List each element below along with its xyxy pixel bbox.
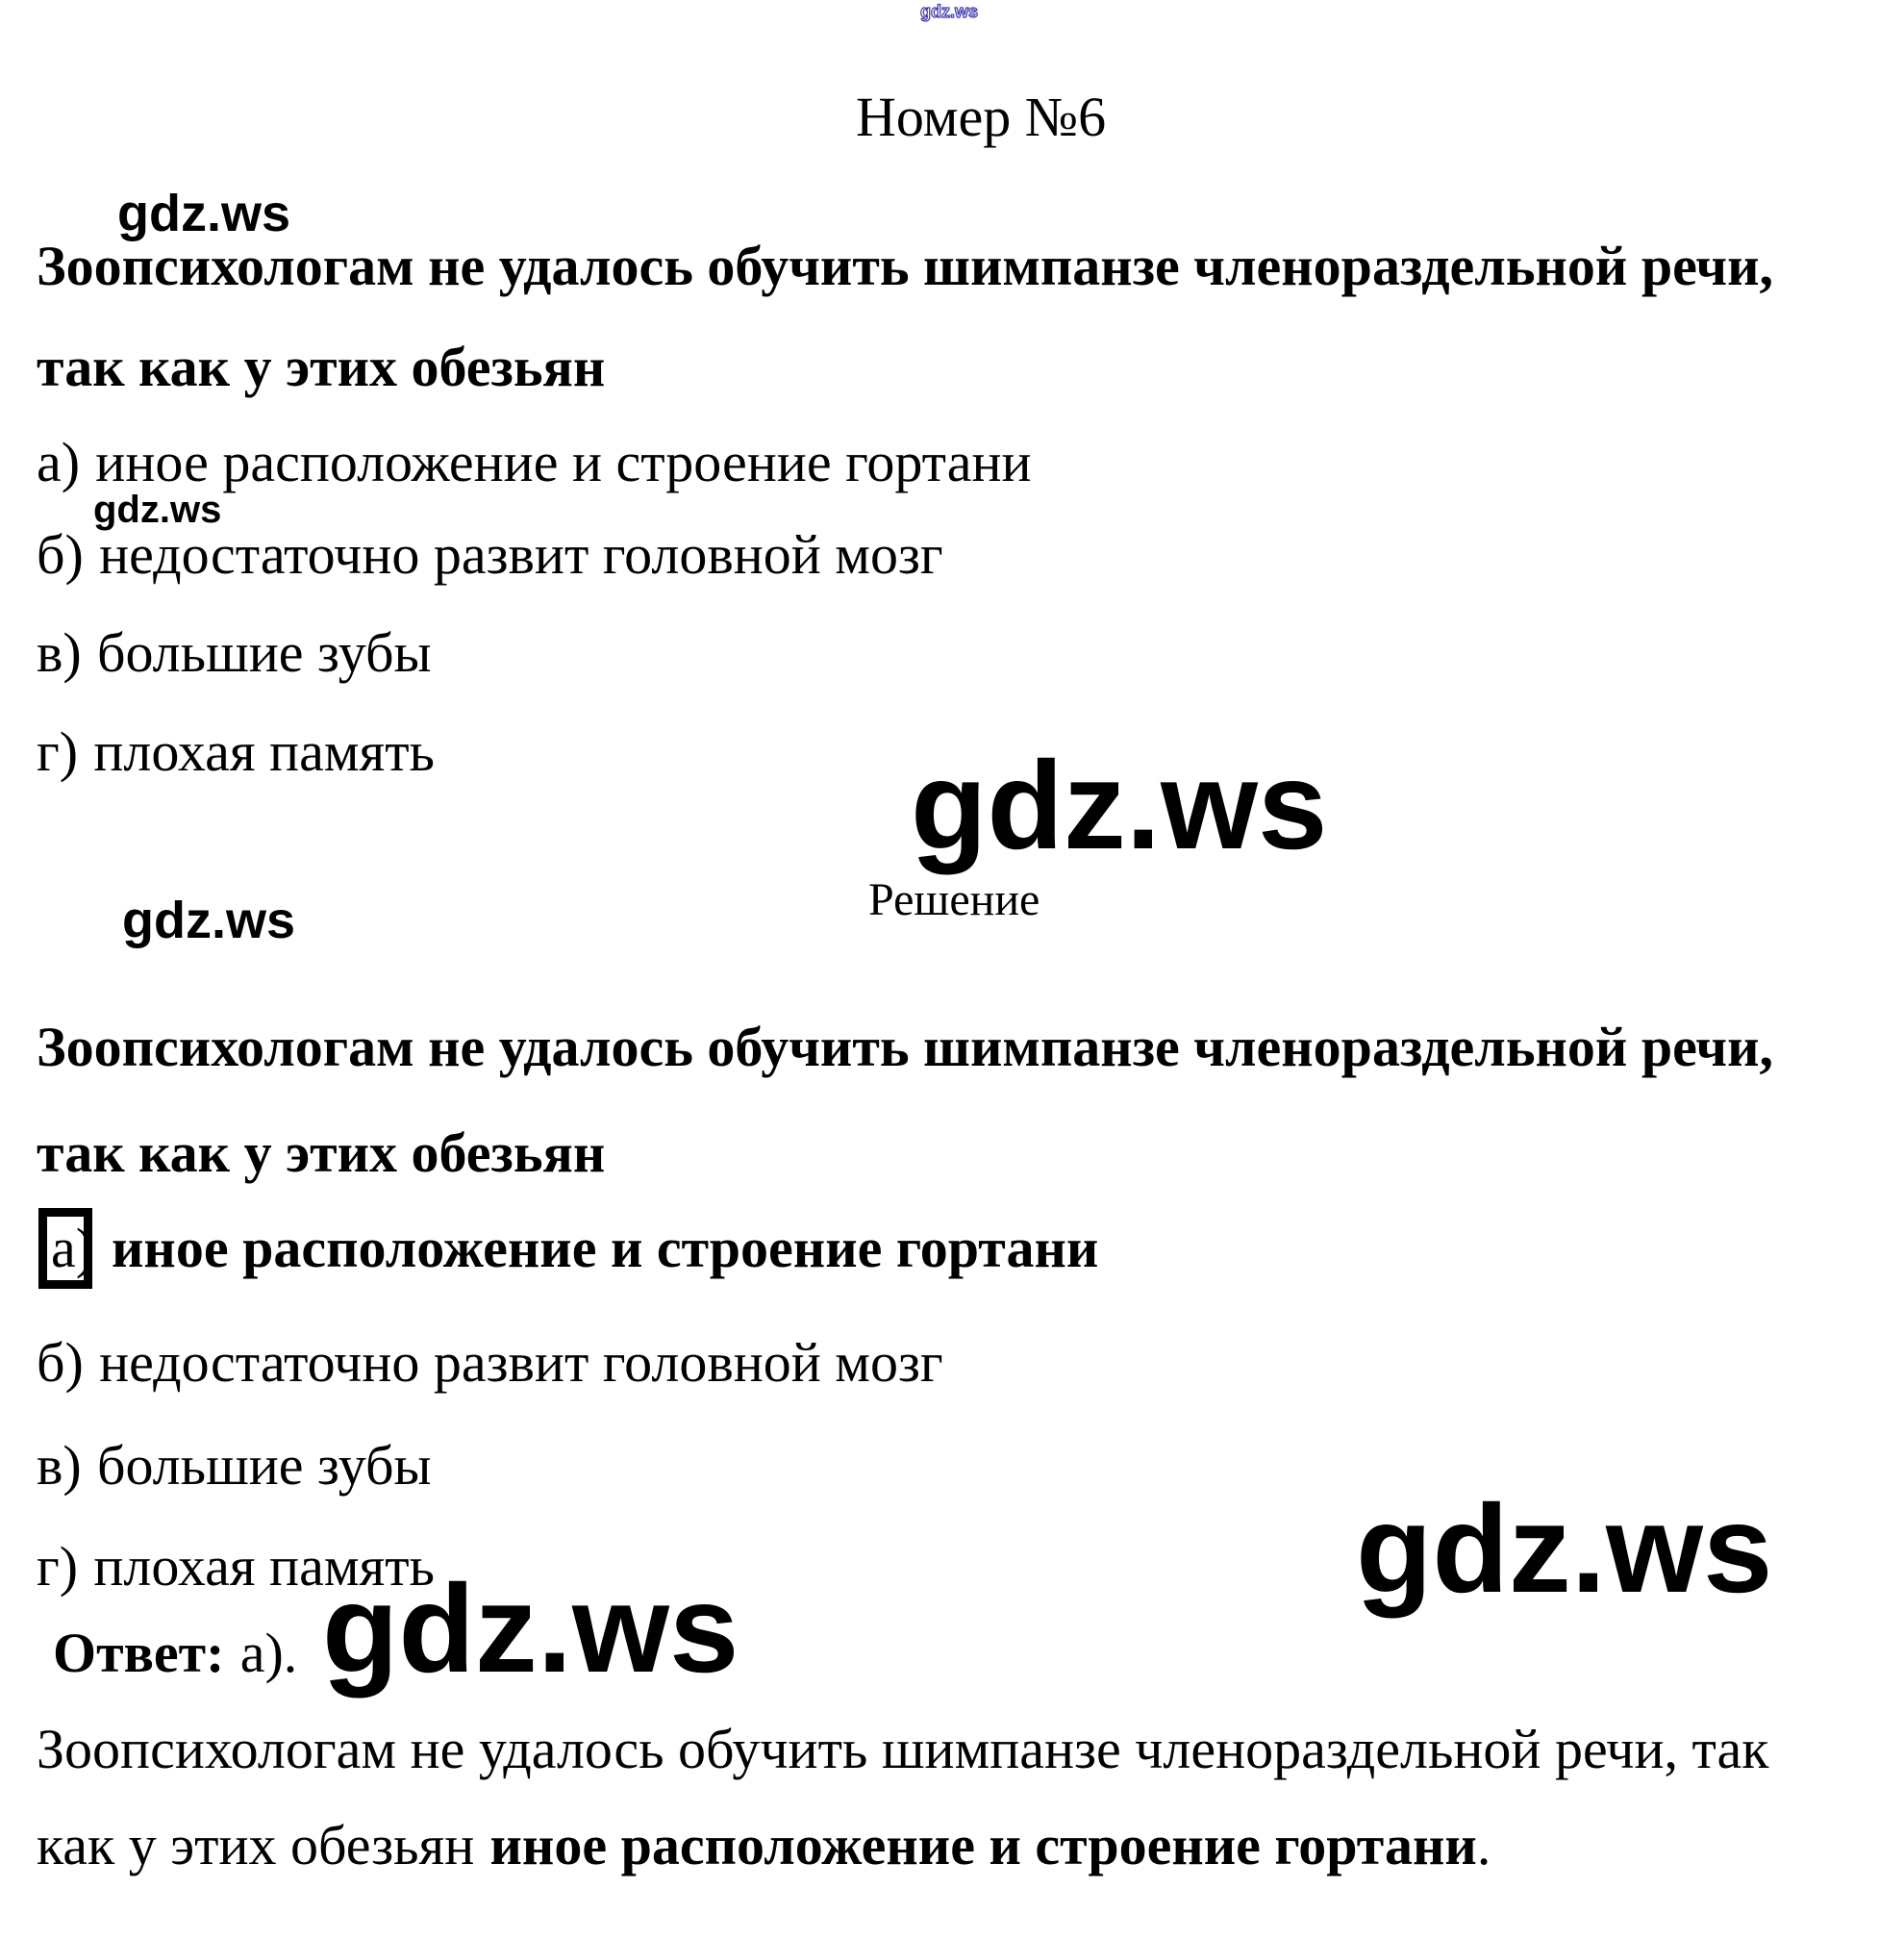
correct-option-text: иное расположение и строение гортани bbox=[112, 1217, 1099, 1279]
watermark-large-3: gdz.ws bbox=[322, 1558, 739, 1699]
option-text: иное расположение и строение гортани bbox=[95, 431, 1032, 493]
explanation-line-2 bbox=[37, 1814, 1491, 1876]
answer-label: Ответ: bbox=[53, 1622, 225, 1684]
option-text: плохая память bbox=[93, 1535, 435, 1598]
option-text: большие зубы bbox=[96, 1434, 432, 1497]
question-line-1: Зоопсихологам не удалось обучить шимпанзе членораздельной речи, bbox=[37, 235, 1774, 297]
correct-option-row bbox=[38, 1208, 1098, 1289]
explanation-line-1: Зоопсихологам не удалось обучить шимпанзе членораздельной речи, так bbox=[37, 1718, 1769, 1780]
option-label: в) bbox=[37, 621, 82, 684]
watermark-small-2: gdz.ws bbox=[93, 489, 222, 531]
option-label: б) bbox=[37, 1331, 84, 1394]
solution-heading: Решение bbox=[868, 874, 1040, 925]
option-label: б) bbox=[37, 523, 84, 586]
question-option-g bbox=[37, 720, 435, 783]
question-option-b bbox=[37, 523, 943, 586]
explanation-prefix: как у этих обезьян bbox=[37, 1814, 475, 1876]
answer-value: а). bbox=[239, 1622, 298, 1684]
solution-line-2: так как у этих обезьян bbox=[37, 1121, 606, 1184]
option-label: г) bbox=[37, 1535, 79, 1598]
watermark-small-3: gdz.ws bbox=[122, 892, 296, 949]
page-title: Номер №6 bbox=[856, 86, 1107, 148]
watermark-large-1: gdz.ws bbox=[911, 735, 1328, 875]
solution-line-1: Зоопсихологам не удалось обучить шимпанзе членораздельной речи, bbox=[37, 1016, 1774, 1078]
watermark-small-1: gdz.ws bbox=[117, 185, 291, 242]
solution-option-v bbox=[37, 1434, 432, 1497]
question-option-a bbox=[37, 431, 1032, 493]
option-label: а) bbox=[37, 431, 81, 493]
option-text: плохая память bbox=[93, 720, 435, 783]
answer-row bbox=[53, 1622, 298, 1684]
option-text: большие зубы bbox=[96, 621, 432, 684]
solution-option-b bbox=[37, 1331, 943, 1394]
question-line-2: так как у этих обезьян bbox=[37, 336, 606, 398]
option-text: недостаточно развит головной мозг bbox=[99, 523, 943, 586]
option-label: г) bbox=[37, 720, 79, 783]
watermark-blue: gdz.ws bbox=[920, 2, 979, 21]
watermark-large-2: gdz.ws bbox=[1356, 1478, 1773, 1619]
explanation-suffix: . bbox=[1476, 1814, 1491, 1876]
correct-option-box: а) bbox=[38, 1208, 92, 1289]
option-label: в) bbox=[37, 1434, 82, 1497]
explanation-bold: иное расположение и строение гортани bbox=[489, 1814, 1477, 1876]
option-text: недостаточно развит головной мозг bbox=[99, 1331, 943, 1394]
question-option-v bbox=[37, 621, 432, 684]
